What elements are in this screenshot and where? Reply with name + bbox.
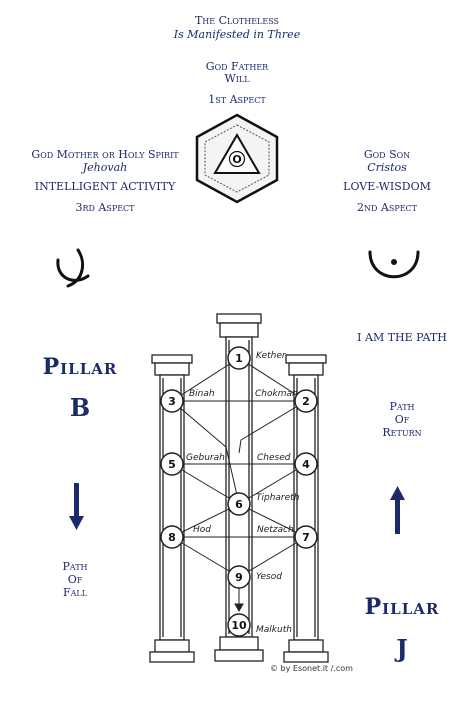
father-quality: Will [224, 72, 250, 85]
sefira-5-name: Geburah [186, 453, 225, 463]
sefira-10 [228, 614, 292, 636]
pillar-right-letter: J [396, 634, 408, 663]
sefira-9-number: 9 [235, 571, 243, 584]
sefira-9-name: Yesod [256, 572, 282, 582]
sefira-4-name: Chesed [257, 453, 291, 463]
sefira-8-number: 8 [168, 531, 176, 544]
sefira-1-name: Kether [256, 351, 286, 361]
father-aspect: 1st Aspect [208, 93, 266, 106]
top-title: The Clotheless [194, 14, 280, 27]
son-alt: Cristos [367, 161, 407, 174]
fall-line-1: Path [62, 560, 88, 573]
son-aspect: 2nd Aspect [356, 201, 417, 214]
mother-alt: Jehovah [82, 161, 128, 174]
sefira-4-number: 4 [302, 458, 310, 471]
sefira-9 [228, 566, 282, 588]
mother-activity: INTELLIGENT ACTIVITY [34, 180, 176, 193]
return-line-3: Return [382, 426, 422, 439]
fall-line-2: Of [67, 573, 83, 586]
mother-name: God Mother or Holy Spirit [31, 148, 179, 161]
return-line-1: Path [389, 400, 415, 413]
arrow-down-icon [69, 483, 84, 530]
mother-aspect: 3rd Aspect [75, 201, 135, 214]
pillar-right-word: Pillar [364, 594, 440, 620]
right-heading: I AM THE PATH [357, 331, 447, 344]
sefira-10-name: Malkuth [256, 625, 292, 635]
sefira-7-number: 7 [302, 531, 310, 544]
copyright-text: © by Esonet.it /.com [270, 664, 353, 673]
hexagon-emblem-icon [197, 115, 277, 202]
sefira-6-name: Tiphareth [256, 493, 300, 503]
father-name: God Father [205, 60, 269, 73]
crescent-moon-icon [58, 250, 88, 286]
son-activity: LOVE-WISDOM [343, 180, 431, 193]
sefira-3-name: Binah [189, 389, 215, 399]
top-subtitle: Is Manifested in Three [173, 28, 301, 41]
fall-line-3: Fall [62, 586, 88, 599]
sefira-1 [228, 347, 287, 369]
son-name: God Son [363, 148, 411, 161]
emblem-letter: O [232, 153, 242, 166]
pillar-left-word: Pillar [42, 354, 118, 380]
sefira-6-number: 6 [235, 498, 243, 511]
sefira-8-name: Hod [193, 525, 211, 535]
sefira-7-name: Netzach [257, 525, 294, 535]
sefira-10-number: 10 [231, 619, 247, 632]
sefira-5-number: 5 [168, 458, 176, 471]
return-line-2: Of [394, 413, 410, 426]
sefira-6 [228, 493, 300, 515]
pillar-left-letter: B [69, 393, 91, 422]
sefira-3-number: 3 [168, 395, 176, 408]
sefira-1-number: 1 [235, 352, 243, 365]
sefira-2-number: 2 [302, 395, 310, 408]
sefira-2-name: Chokmah [255, 389, 298, 399]
arrow-up-icon [390, 486, 405, 534]
sun-dot-icon [370, 252, 418, 277]
